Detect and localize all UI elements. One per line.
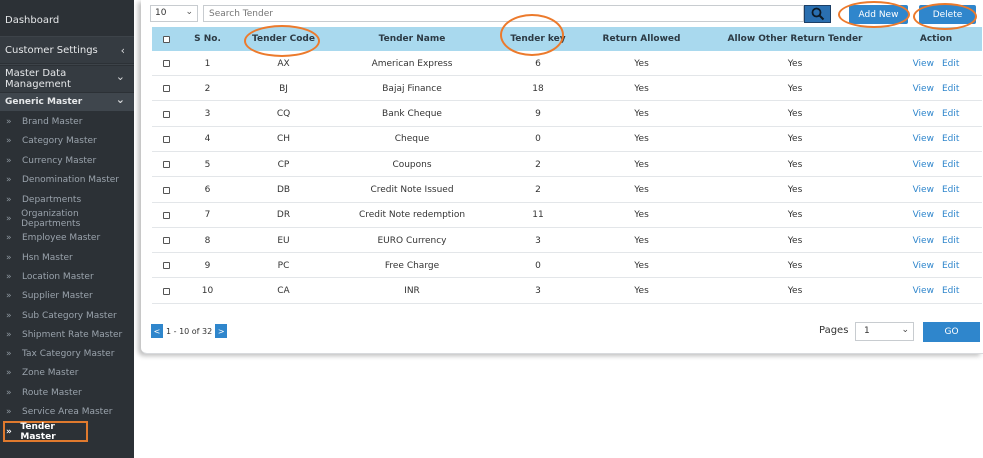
cell-return-allowed: Yes [634,109,649,120]
cell-sno: 9 [204,260,211,271]
cell-action [891,76,981,101]
chevron-down-icon: ⌄ [115,93,125,106]
row-checkbox[interactable] [163,212,170,219]
select-all-checkbox[interactable] [163,36,170,43]
chevron-left-icon: ‹ [120,43,125,57]
cell-allow-other-return: Yes [787,109,803,120]
sidebar-item-label: Category Master [22,135,97,146]
sidebar-item-sub-category-master[interactable] [0,306,134,325]
row-checkbox[interactable] [163,237,170,244]
sidebar-item-label: Supplier Master [22,290,93,301]
next-page-button[interactable]: > [215,324,227,338]
cell-return-allowed: Yes [634,185,649,195]
cell-tender-name: Bank Cheque [382,109,442,120]
cell-sno: 2 [204,83,211,94]
sidebar-item-denomination-master[interactable] [0,170,134,189]
search-input[interactable] [203,5,804,22]
nav-customer-settings[interactable] [0,37,134,63]
row-select-cell [152,279,180,304]
cell-action [891,127,981,152]
view-link[interactable]: View [912,109,934,120]
row-checkbox[interactable] [163,85,170,92]
view-link[interactable]: View [912,235,934,246]
double-chevron-right-icon: » [6,174,12,185]
cell-allow-other-return: Yes [787,83,803,94]
row-select-cell [152,178,180,203]
cell-tender-name: Credit Note redemption [358,210,466,221]
column-header-action: Action [919,34,953,44]
sidebar-item-supplier-master[interactable] [0,286,134,305]
cell-tender-code: AX [277,58,290,69]
cell-tender-key: 11 [532,210,544,221]
double-chevron-right-icon: » [6,290,12,301]
cell-tender-code: BJ [279,83,288,94]
row-select-cell [152,127,180,152]
pages-label: Pages [819,325,849,336]
sidebar-item-employee-master[interactable] [0,228,134,247]
cell-sno: 5 [204,159,211,170]
edit-link[interactable]: Edit [941,134,960,145]
cell-return-allowed: Yes [634,134,649,145]
cell-return-allowed: Yes [634,159,649,170]
cell-tender-code: CP [277,159,290,170]
cell-tender-key: 2 [535,159,541,170]
cell-sno: 4 [204,134,211,145]
page-size-select[interactable] [150,5,198,22]
cell-sno: 8 [204,235,211,246]
cell-tender-code: CA [277,286,290,297]
cell-tender-key: 3 [535,235,541,246]
double-chevron-right-icon: » [6,155,12,166]
cell-return-allowed: Yes [634,83,649,94]
sidebar-item-location-master[interactable] [0,267,134,286]
sidebar-item-tender-master[interactable] [3,421,88,442]
row-select-cell [152,203,180,228]
cell-tender-name: Credit Note Issued [370,185,454,195]
row-checkbox[interactable] [163,60,170,67]
view-link[interactable]: View [912,134,934,145]
cell-action [891,203,981,228]
cell-return-allowed: Yes [634,210,649,221]
cell-allow-other-return: Yes [787,58,803,69]
cell-return-allowed: Yes [634,58,649,69]
nav-master-data-label: Master Data Management [5,68,71,90]
sidebar-item-label: Location Master [22,271,94,282]
double-chevron-right-icon: » [6,194,12,205]
cell-tender-code: DB [276,185,291,195]
edit-link[interactable]: Edit [941,185,960,195]
cell-action [891,51,981,76]
cell-tender-code: EU [277,235,290,246]
double-chevron-right-icon: » [6,387,12,398]
cell-allow-other-return: Yes [787,286,803,297]
cell-tender-name: American Express [371,58,453,69]
sidebar-item-brand-master[interactable] [0,112,134,131]
delete-button[interactable]: Delete [919,5,976,24]
view-link[interactable]: View [912,286,934,297]
sidebar-item-organization-departments[interactable] [0,209,134,228]
cell-allow-other-return: Yes [787,159,803,170]
double-chevron-right-icon: » [6,367,12,378]
double-chevron-right-icon: » [6,348,12,359]
edit-link[interactable]: Edit [941,235,960,246]
prev-page-button[interactable]: < [151,324,163,338]
column-header-tender-key[interactable]: Tender key [510,34,566,44]
sidebar-item-label: Currency Master [22,155,97,166]
double-chevron-right-icon: » [6,406,12,417]
view-link[interactable]: View [912,58,934,69]
column-header-allow-other-return[interactable]: Allow Other Return Tender [727,34,863,44]
cell-sno: 3 [204,109,211,120]
sidebar-item-tax-category-master[interactable] [0,344,134,363]
cell-action [891,152,981,177]
double-chevron-right-icon: » [6,329,12,340]
double-chevron-right-icon: » [6,271,12,282]
column-header-tender-name[interactable]: Tender Name [378,34,446,44]
edit-link[interactable]: Edit [941,58,960,69]
sidebar-item-label: Route Master [22,387,82,398]
cell-action [891,253,981,278]
pages-select-value: 1 [864,326,870,336]
double-chevron-right-icon: » [6,213,12,224]
sidebar-item-route-master[interactable] [0,383,134,402]
sidebar-item-label: Service Area Master [22,406,113,417]
view-link[interactable]: View [912,260,934,271]
nav-customer-settings-label: Customer Settings [5,44,98,56]
cell-return-allowed: Yes [634,235,649,246]
cell-action [891,228,981,253]
sidebar-item-category-master[interactable] [0,131,134,150]
nav-divider [0,64,134,65]
cell-tender-key: 9 [535,109,541,120]
row-checkbox[interactable] [163,262,170,269]
row-select-cell [152,51,180,76]
edit-link[interactable]: Edit [941,260,960,271]
sidebar-item-departments[interactable] [0,190,134,209]
view-link[interactable]: View [912,210,934,221]
double-chevron-right-icon: » [6,252,12,263]
cell-tender-key: 0 [535,260,541,271]
cell-tender-key: 0 [535,134,541,145]
sidebar-item-service-area-master[interactable] [0,402,134,421]
cell-allow-other-return: Yes [787,260,803,271]
search-button[interactable] [804,5,831,23]
cell-tender-code: CH [276,134,291,145]
pagination-range: 1 - 10 of 32 [166,326,213,336]
sidebar-item-label: Departments [22,194,82,205]
sidebar-item-label: Zone Master [22,367,79,378]
sidebar-item-label: Organization Departments [21,208,81,229]
page-size-value: 10 [155,8,167,18]
search-icon [811,7,825,21]
row-select-cell [152,253,180,278]
row-checkbox[interactable] [163,288,170,295]
row-select-cell [152,76,180,101]
edit-link[interactable]: Edit [941,159,960,170]
cell-tender-name: Bajaj Finance [382,83,442,94]
cell-action [891,178,981,203]
sidebar-item-label: Tender Master [20,421,56,442]
sidebar-item-zone-master[interactable] [0,363,134,382]
row-select-cell [152,228,180,253]
row-checkbox[interactable] [163,161,170,168]
cell-return-allowed: Yes [634,260,649,271]
row-checkbox[interactable] [163,136,170,143]
cell-action [891,102,981,127]
cell-tender-name: INR [404,286,420,297]
sidebar-item-label: Sub Category Master [22,310,117,321]
go-button[interactable]: GO [923,322,980,342]
row-select-cell [152,152,180,177]
chevron-down-icon: ⌄ [115,70,125,83]
cell-return-allowed: Yes [634,286,649,297]
cell-tender-code: DR [276,210,291,221]
sidebar-item-label: Hsn Master [22,252,73,263]
cell-action [891,279,981,304]
cell-sno: 6 [204,185,211,195]
edit-link[interactable]: Edit [941,83,960,94]
row-checkbox[interactable] [163,111,170,118]
cell-sno: 1 [204,58,211,69]
cell-sno: 7 [204,210,211,221]
sidebar-item-label: Brand Master [22,116,83,127]
nav-master-data-management[interactable] [0,66,134,92]
column-header-tender-code[interactable]: Tender Code [252,34,315,44]
double-chevron-right-icon: » [6,426,12,437]
nav-dashboard-label: Dashboard [5,14,60,26]
view-link[interactable]: View [912,159,934,170]
sidebar-item-label: Employee Master [22,232,101,243]
cell-tender-name: Cheque [394,134,430,145]
cell-tender-key: 2 [535,185,541,195]
double-chevron-right-icon: » [6,310,12,321]
edit-link[interactable]: Edit [941,210,960,221]
pagination [151,324,227,338]
edit-link[interactable]: Edit [941,286,960,297]
cell-tender-name: Coupons [392,159,432,170]
cell-allow-other-return: Yes [787,235,803,246]
cell-tender-key: 18 [532,83,544,94]
view-link[interactable]: View [912,185,934,195]
cell-tender-key: 3 [535,286,541,297]
row-select-cell [152,102,180,127]
sidebar-item-currency-master[interactable] [0,151,134,170]
nav-dashboard[interactable] [0,8,134,32]
double-chevron-right-icon: » [6,135,12,146]
edit-link[interactable]: Edit [941,109,960,120]
chevron-down-icon: ⌄ [901,325,909,335]
nav-generic-master-label: Generic Master [5,97,83,107]
sidebar-item-label: Tax Category Master [22,348,115,359]
double-chevron-right-icon: » [6,232,12,243]
cell-tender-code: PC [277,260,290,271]
cell-allow-other-return: Yes [787,185,803,195]
column-header-return-allowed[interactable]: Return Allowed [602,34,681,44]
sidebar [0,0,134,458]
nav-generic-master[interactable] [0,93,134,111]
cell-allow-other-return: Yes [787,210,803,221]
add-new-button[interactable]: Add New [849,5,908,24]
pages-select[interactable] [855,322,914,341]
sidebar-item-label: Shipment Rate Master [22,329,123,340]
cell-allow-other-return: Yes [787,134,803,145]
sidebar-item-label: Denomination Master [22,174,120,185]
sidebar-item-hsn-master[interactable] [0,248,134,267]
cell-tender-name: EURO Currency [377,235,447,246]
cell-tender-name: Free Charge [384,260,440,271]
chevron-down-icon: ⌄ [185,7,193,17]
view-link[interactable]: View [912,83,934,94]
cell-tender-key: 6 [535,58,541,69]
column-header-sno[interactable]: S No. [194,34,221,44]
cell-tender-code: CQ [276,109,291,120]
select-all-cell [152,27,180,51]
row-checkbox[interactable] [163,187,170,194]
cell-sno: 10 [201,286,214,297]
double-chevron-right-icon: » [6,116,12,127]
sidebar-item-shipment-rate-master[interactable] [0,325,134,344]
